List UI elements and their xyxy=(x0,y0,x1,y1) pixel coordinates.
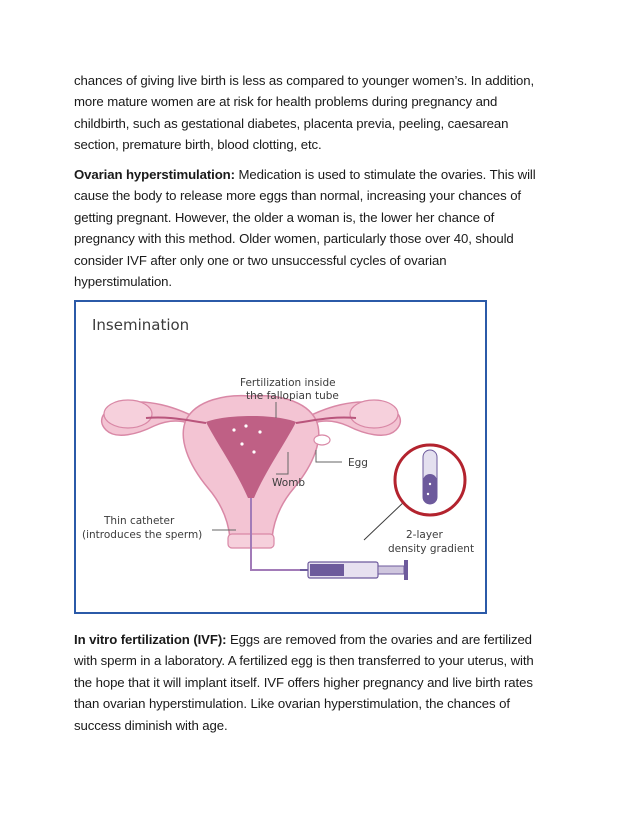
ovarian-hyperstimulation-heading: Ovarian hyperstimulation: xyxy=(74,167,235,182)
syringe-icon xyxy=(300,560,408,580)
leader-line xyxy=(316,450,342,462)
text-line: getting pregnant. However, the older a woman is, the lower her chance of xyxy=(74,209,495,225)
text-line: more mature women are at risk for health problems during pregnancy and xyxy=(74,94,498,110)
left-ovary xyxy=(104,400,152,428)
text-span: Medication is used to stimulate the ovaries. This will xyxy=(234,167,536,182)
text-line: chances of giving live birth is less as compared to younger women’s. In addition, xyxy=(74,73,535,88)
text-line: hyperstimulation. xyxy=(74,274,172,290)
text-line: childbirth, such as gestational diabetes, placenta previa, peeling, caesarean xyxy=(74,115,509,131)
right-ovary xyxy=(350,400,398,428)
text-line: success diminish with age. xyxy=(74,717,228,733)
text-line: with sperm in a laboratory. A fertilized egg is then transferred to your uterus, with xyxy=(74,653,534,669)
text-line: cause the body to release more eggs than normal, increasing your chances of xyxy=(74,188,521,204)
text-span: Eggs are removed from the ovaries and are fertilized xyxy=(226,632,532,647)
ivf-heading: In vitro fertilization (IVF): xyxy=(74,632,227,647)
label-catheter-line1: Thin catheter xyxy=(104,515,175,527)
text-line: section, premature birth, blood clotting, etc. xyxy=(74,137,322,153)
label-fertilization-line1: Fertilization inside xyxy=(240,377,336,389)
label-fertilization-line2: the fallopian tube xyxy=(246,390,339,402)
label-gradient-line2: density gradient xyxy=(388,543,475,555)
text-line: pregnancy with this method. Older women, particularly those over 40, should xyxy=(74,231,514,247)
text-line: than ovarian hyperstimulation. Like ovarian hyperstimulation, the chances of xyxy=(74,696,510,712)
label-womb: Womb xyxy=(272,477,306,489)
text-line: consider IVF after only one or two unsuccessful cycles of ovarian xyxy=(74,252,447,268)
paragraph-ovarian-hyperstimulation xyxy=(74,164,574,292)
paragraph-ivf xyxy=(74,629,574,736)
label-egg: Egg xyxy=(348,457,368,469)
label-gradient-line1: 2-layer xyxy=(406,529,443,541)
egg-shape xyxy=(314,435,330,445)
density-gradient-magnifier xyxy=(364,445,465,540)
insemination-diagram xyxy=(76,302,485,612)
insemination-figure xyxy=(74,300,487,614)
label-catheter-line2: (introduces the sperm) xyxy=(82,529,203,541)
text-line: the hope that it will implant itself. IVF offers higher pregnancy and live birth rates xyxy=(74,674,533,690)
figure-title: Insemination xyxy=(92,316,190,334)
text-line xyxy=(74,629,574,650)
paragraph-ivf-age-risks xyxy=(74,70,574,156)
text-line xyxy=(74,164,574,185)
